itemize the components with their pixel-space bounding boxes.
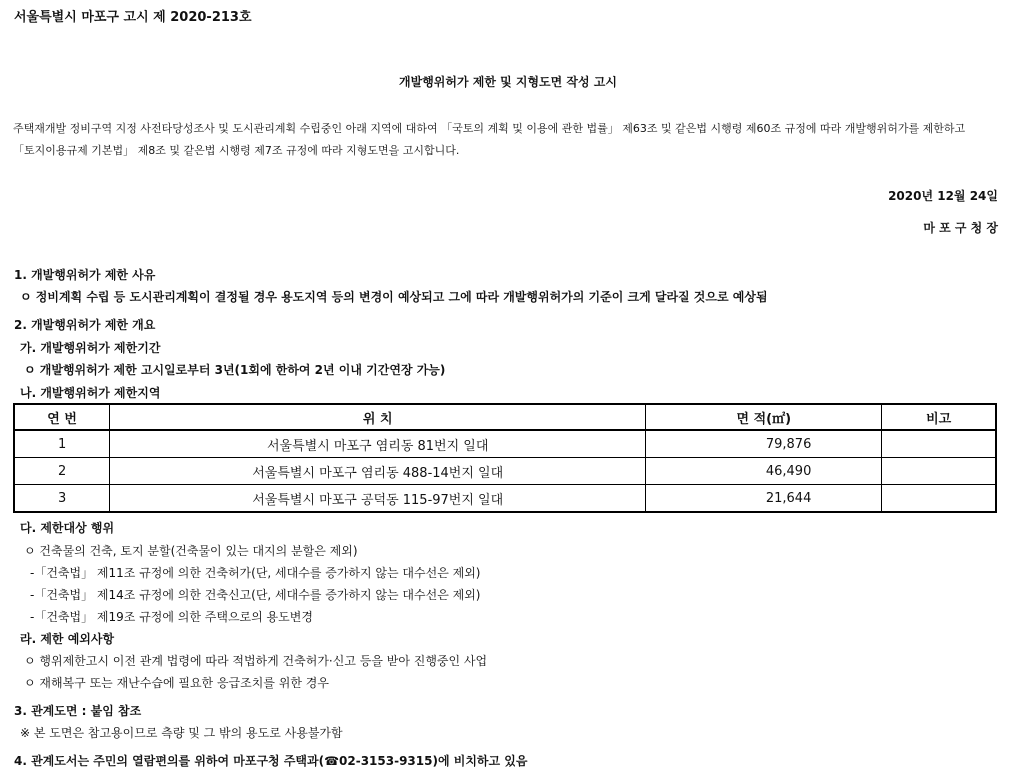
header-area: 면 적(㎡) (646, 404, 882, 430)
cell-location: 서울특별시 마포구 염리동 488-14번지 일대 (110, 458, 646, 485)
table-row (14, 458, 996, 485)
section3-heading: 3. 관계도면 : 붙임 참조 (14, 704, 142, 718)
cell-remark (882, 430, 996, 458)
cell-remark (882, 485, 996, 513)
notice-date: 2020년 12월 24일 (888, 189, 998, 203)
section2d-item: ㅇ 행위제한고시 이전 관계 법령에 따라 적법하게 건축허가·신고 등을 받아 진행중인 사업 (24, 654, 488, 668)
notice-number: 서울특별시 마포구 고시 제 2020-213호 (14, 10, 252, 25)
cell-location: 서울특별시 마포구 공덕동 115-97번지 일대 (110, 485, 646, 513)
cell-area: 21,644 (646, 485, 882, 513)
section2a-item: ㅇ 개발행위허가 제한 고시일로부터 3년(1회에 한하여 2년 이내 기간연장 가능) (24, 363, 446, 377)
section1-item: ㅇ 정비계획 수립 등 도시관리계획이 결정될 경우 용도지역 등의 변경이 예상되고 그에 따라 개발행위허가의 기준이 크게 달라질 것으로 예상됨 (20, 290, 768, 304)
cell-no: 2 (14, 458, 110, 485)
section2d-heading: 라. 제한 예외사항 (20, 632, 115, 646)
cell-area: 46,490 (646, 458, 882, 485)
cell-remark (882, 458, 996, 485)
section2c-subitem: -「건축법」 제11조 규정에 의한 건축허가(단, 세대수를 증가하지 않는 대수선은 제외) (30, 566, 481, 580)
intro-line-1: 주택재개발 정비구역 지정 사전타당성조사 및 도시관리계획 수립중인 아래 지역에 대하여 「국토의 계획 및 이용에 관한 법률」 제63조 및 같은법 시행령 제60조 규정에 따라 개발행위허가를 제한하고 (13, 122, 966, 135)
issuer: 마 포 구 청 장 (923, 221, 998, 235)
section2d-item: ㅇ 재해복구 또는 재난수습에 필요한 응급조치를 위한 경우 (24, 676, 329, 690)
table-header-row (14, 404, 996, 430)
restricted-area-table (13, 403, 997, 513)
cell-area: 79,876 (646, 430, 882, 458)
intro-line-2: 「토지이용규제 기본법」 제8조 및 같은법 시행령 제7조 규정에 따라 지형도면을 고시합니다. (13, 144, 460, 157)
section3-note: ※ 본 도면은 참고용이므로 측량 및 그 밖의 용도로 사용불가함 (20, 726, 343, 740)
table-row (14, 430, 996, 458)
cell-location: 서울특별시 마포구 염리동 81번지 일대 (110, 430, 646, 458)
table-row (14, 485, 996, 513)
notice-title: 개발행위허가 제한 및 지형도면 작성 고시 (399, 75, 617, 89)
header-remark: 비고 (882, 404, 996, 430)
section2-heading: 2. 개발행위허가 제한 개요 (14, 318, 156, 332)
section1-heading: 1. 개발행위허가 제한 사유 (14, 268, 156, 282)
section4-heading: 4. 관계도서는 주민의 열람편의를 위하여 마포구청 주택과(☎02-3153-9315)에 비치하고 있음 (14, 754, 528, 768)
cell-no: 1 (14, 430, 110, 458)
section2b-heading: 나. 개발행위허가 제한지역 (20, 386, 161, 400)
section2a-heading: 가. 개발행위허가 제한기간 (20, 341, 161, 355)
section2c-subitem: -「건축법」 제14조 규정에 의한 건축신고(단, 세대수를 증가하지 않는 대수선은 제외) (30, 588, 481, 602)
header-location: 위 치 (110, 404, 646, 430)
header-no: 연 번 (14, 404, 110, 430)
section2c-heading: 다. 제한대상 행위 (20, 521, 115, 535)
section2c-subitem: -「건축법」 제19조 규정에 의한 주택으로의 용도변경 (30, 610, 313, 624)
cell-no: 3 (14, 485, 110, 513)
section2c-item: ㅇ 건축물의 건축, 토지 분할(건축물이 있는 대지의 분할은 제외) (24, 544, 358, 558)
